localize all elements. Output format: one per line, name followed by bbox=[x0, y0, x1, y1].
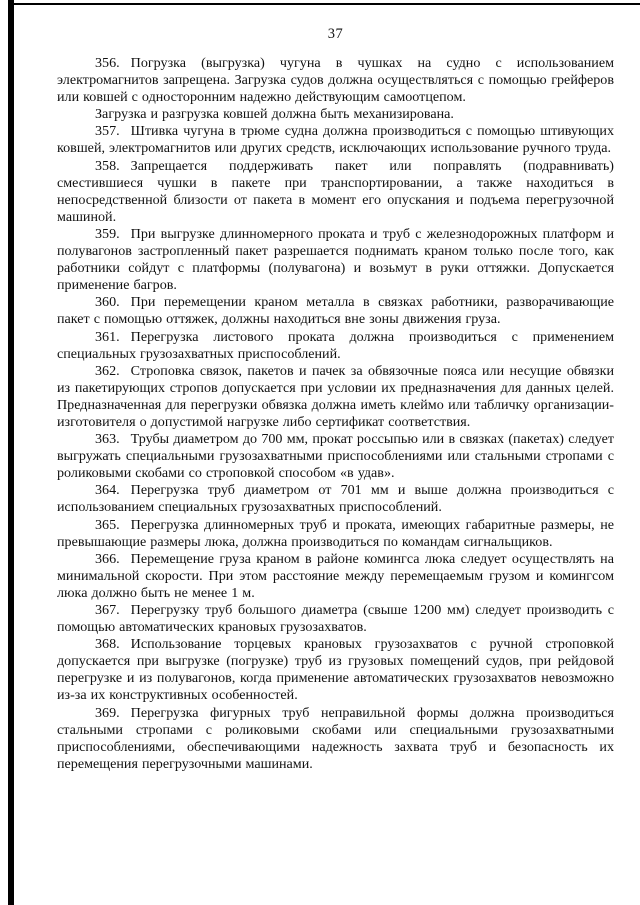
paragraph-number: 361. bbox=[95, 328, 120, 345]
paragraph-text: Использование торцевых крановых грузозахватов с ручной строповкой допускается при выгрузке (погрузке) труб из грузовых помещений судов, при рейдовой перегрузке и из полувагонов, когда применение автоматических грузозахватов невозможно из-за их конструктивных особенностей. bbox=[57, 636, 614, 704]
paragraph-text: Трубы диаметром до 700 мм, прокат россыпью или в связках (пакетах) следует выгружать специальными грузозахватными приспособлениями или стальными стропами с роликовыми скобами со строповкой способом «в удав». bbox=[57, 431, 614, 482]
paragraph bbox=[57, 158, 614, 226]
paragraph bbox=[57, 106, 614, 123]
paragraph bbox=[57, 123, 614, 157]
paragraph bbox=[57, 226, 614, 294]
paragraph bbox=[57, 482, 614, 516]
paragraph-number: 369. bbox=[95, 704, 120, 721]
paragraph bbox=[57, 55, 614, 106]
paragraph-number: 368. bbox=[95, 636, 120, 653]
paragraph-text: При выгрузке длинномерного проката и труб с железнодорожных платформ и полувагонов застропленный пакет разрешается поднимать краном только после того, как работники сойдут с платформы (полувагона) и возьмут в руки оттяжки. Допускается применение багров. bbox=[57, 225, 614, 294]
paragraph-text: При перемещении краном металла в связках работники, разворачивающие пакет с помощью оттяжек, должны находиться вне зоны движения груза. bbox=[57, 294, 614, 328]
paragraph bbox=[57, 705, 614, 773]
paragraph-text: Перегрузка листового проката должна производиться с применением специальных грузозахватных приспособлений. bbox=[57, 328, 614, 362]
paragraph-number: 360. bbox=[95, 294, 120, 311]
paragraph bbox=[57, 551, 614, 602]
paragraph bbox=[57, 431, 614, 482]
page-number: 37 bbox=[327, 26, 344, 42]
paragraph-text: Строповка связок, пакетов и пачек за обвязочные пояса или несущие обвязки из пакетирующих стропов допускается при условии их предназначения для данных целей. Предназначенная для перегрузки обвязка должна иметь клеймо или табличку организации-изготовителя о допустимой нагрузке либо сертификат соответствия. bbox=[57, 362, 614, 430]
paragraph-number: 356. bbox=[95, 55, 120, 71]
paragraph-text: Погрузка (выгрузка) чугуна в чушках на судно с использованием электромагнитов запрещена. Загрузка судов должна осуществляться с помощью грейферов или ковшей с односторонним надежно действующим самоотцепом. bbox=[57, 55, 614, 106]
paragraph-number: 363. bbox=[95, 431, 120, 448]
paragraph-number: 364. bbox=[95, 482, 120, 499]
document-body bbox=[57, 55, 614, 773]
paragraph bbox=[57, 602, 614, 636]
paragraph-number: 359. bbox=[95, 225, 120, 242]
paragraph-text: Перемещение груза краном в районе комингса люка следует осуществлять на минимальной скорости. При этом расстояние между перемещаемым грузом и комингсом люка должно быть не менее 1 м. bbox=[57, 550, 614, 601]
paragraph-number: 366. bbox=[95, 550, 120, 567]
paragraph-text: Перегрузка длинномерных труб и проката, имеющих габаритные размеры, не превышающие размеры люка, должна производиться по командам сигнальщиков. bbox=[57, 516, 614, 550]
paragraph bbox=[57, 636, 614, 704]
page-content bbox=[57, 26, 614, 773]
paragraph bbox=[57, 517, 614, 551]
scan-edge-left bbox=[8, 0, 14, 905]
paragraph-text: Запрещается поддерживать пакет или поправлять (подравнивать) сместившиеся чушки в пакете при транспортировании, а также находиться в непосредственной близости от пакета в момент его опускания и подъема перегрузочной машиной. bbox=[57, 157, 614, 225]
paragraph-text: Перегрузка труб диаметром от 701 мм и выше должна производиться с использованием специальных грузозахватных приспособлений. bbox=[57, 482, 614, 516]
paragraph-text: Перегрузка фигурных труб неправильной формы должна производиться стальными стропами с роликовыми скобами или специальными грузозахватными приспособлениями, обеспечивающими надежность захвата труб и безопасность их перемещения перегрузочными машинами. bbox=[57, 704, 614, 772]
paragraph-number: 365. bbox=[95, 516, 120, 533]
paragraph bbox=[57, 363, 614, 431]
paragraph bbox=[57, 294, 614, 328]
scan-edge-top bbox=[8, 3, 640, 5]
paragraph-number: 367. bbox=[95, 602, 120, 618]
paragraph-number: 357. bbox=[95, 123, 120, 140]
paragraph-text: Загрузка и разгрузка ковшей должна быть механизирована. bbox=[95, 106, 454, 123]
paragraph bbox=[57, 329, 614, 363]
paragraph-text: Штивка чугуна в трюме судна должна производиться с помощью штивующих ковшей, электромагнитов или других средств, исключающих использование ручного труда. bbox=[57, 123, 614, 157]
paragraph-number: 358. bbox=[95, 157, 120, 174]
paragraph-number: 362. bbox=[95, 362, 120, 379]
paragraph-text: Перегрузку труб большого диаметра (свыше 1200 мм) следует производить с помощью автоматических крановых грузозахватов. bbox=[57, 602, 614, 636]
